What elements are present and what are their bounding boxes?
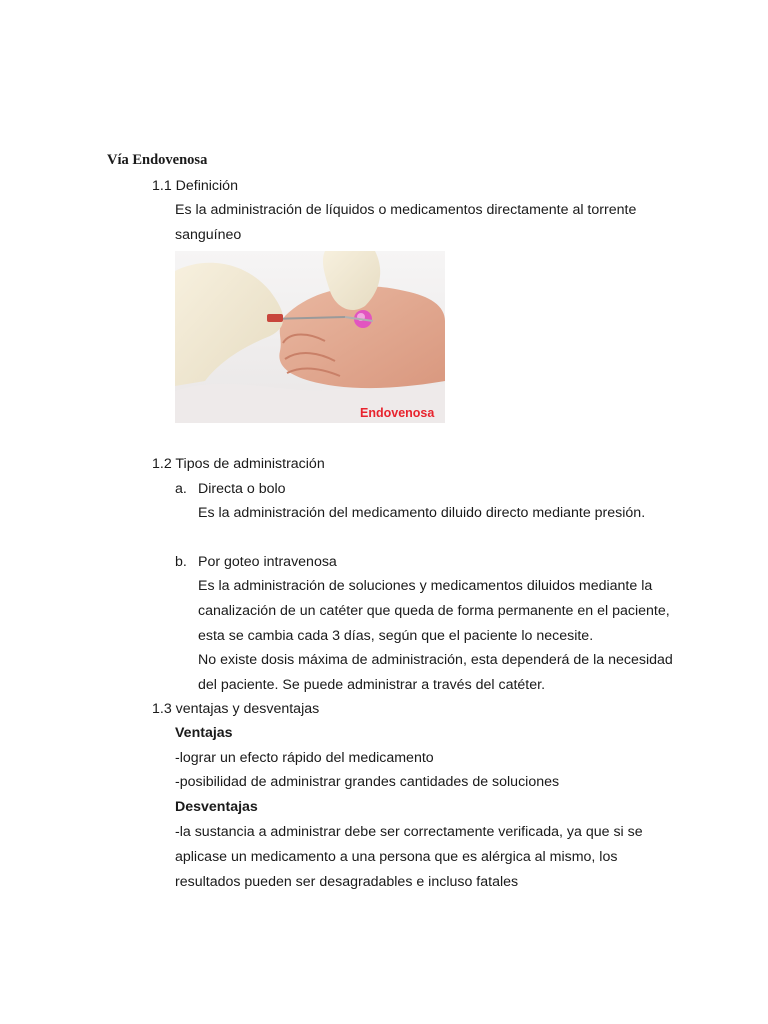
heading-1-1: 1.1 Definición — [152, 178, 238, 194]
figure-caption: Endovenosa — [360, 406, 435, 420]
list-item-b-line-2: canalización de un catéter que queda de forma permanente en el paciente, — [198, 603, 670, 619]
list-item-a-label: Directa o bolo — [198, 481, 286, 497]
desventaja-line-1: -la sustancia a administrar debe ser correctamente verificada, ya que si se — [175, 824, 643, 840]
desventajas-title: Desventajas — [175, 799, 258, 815]
desventaja-line-2: aplicase un medicamento a una persona que es alérgica al mismo, los — [175, 849, 618, 865]
list-item-b-label: Por goteo intravenosa — [198, 554, 337, 570]
list-item-b-marker: b. — [175, 554, 187, 570]
figure-endovenosa — [175, 251, 445, 423]
heading-1-3: 1.3 ventajas y desventajas — [152, 701, 320, 717]
ventaja-2: -posibilidad de administrar grandes cantidades de soluciones — [175, 774, 560, 790]
list-item-b-line-5: del paciente. Se puede administrar a través del catéter. — [198, 677, 546, 693]
list-item-b-line-3: esta se cambia cada 3 días, según que el paciente lo necesite. — [198, 628, 594, 644]
heading-1-2: 1.2 Tipos de administración — [152, 456, 325, 472]
list-item-a-desc: Es la administración del medicamento diluido directo mediante presión. — [198, 505, 646, 521]
list-item-a-marker: a. — [175, 481, 187, 497]
list-item-b-line-1: Es la administración de soluciones y medicamentos diluidos mediante la — [198, 578, 653, 594]
definition-line-2: sanguíneo — [175, 227, 242, 243]
ventaja-1: -lograr un efecto rápido del medicamento — [175, 750, 434, 766]
ventajas-title: Ventajas — [175, 725, 233, 741]
definition-line-1: Es la administración de líquidos o medicamentos directamente al torrente — [175, 202, 637, 218]
section-title: Vía Endovenosa — [107, 152, 208, 168]
list-item-b-line-4: No existe dosis máxima de administración, esta dependerá de la necesidad — [198, 652, 673, 668]
desventaja-line-3: resultados pueden ser desagradables e incluso fatales — [175, 874, 519, 890]
